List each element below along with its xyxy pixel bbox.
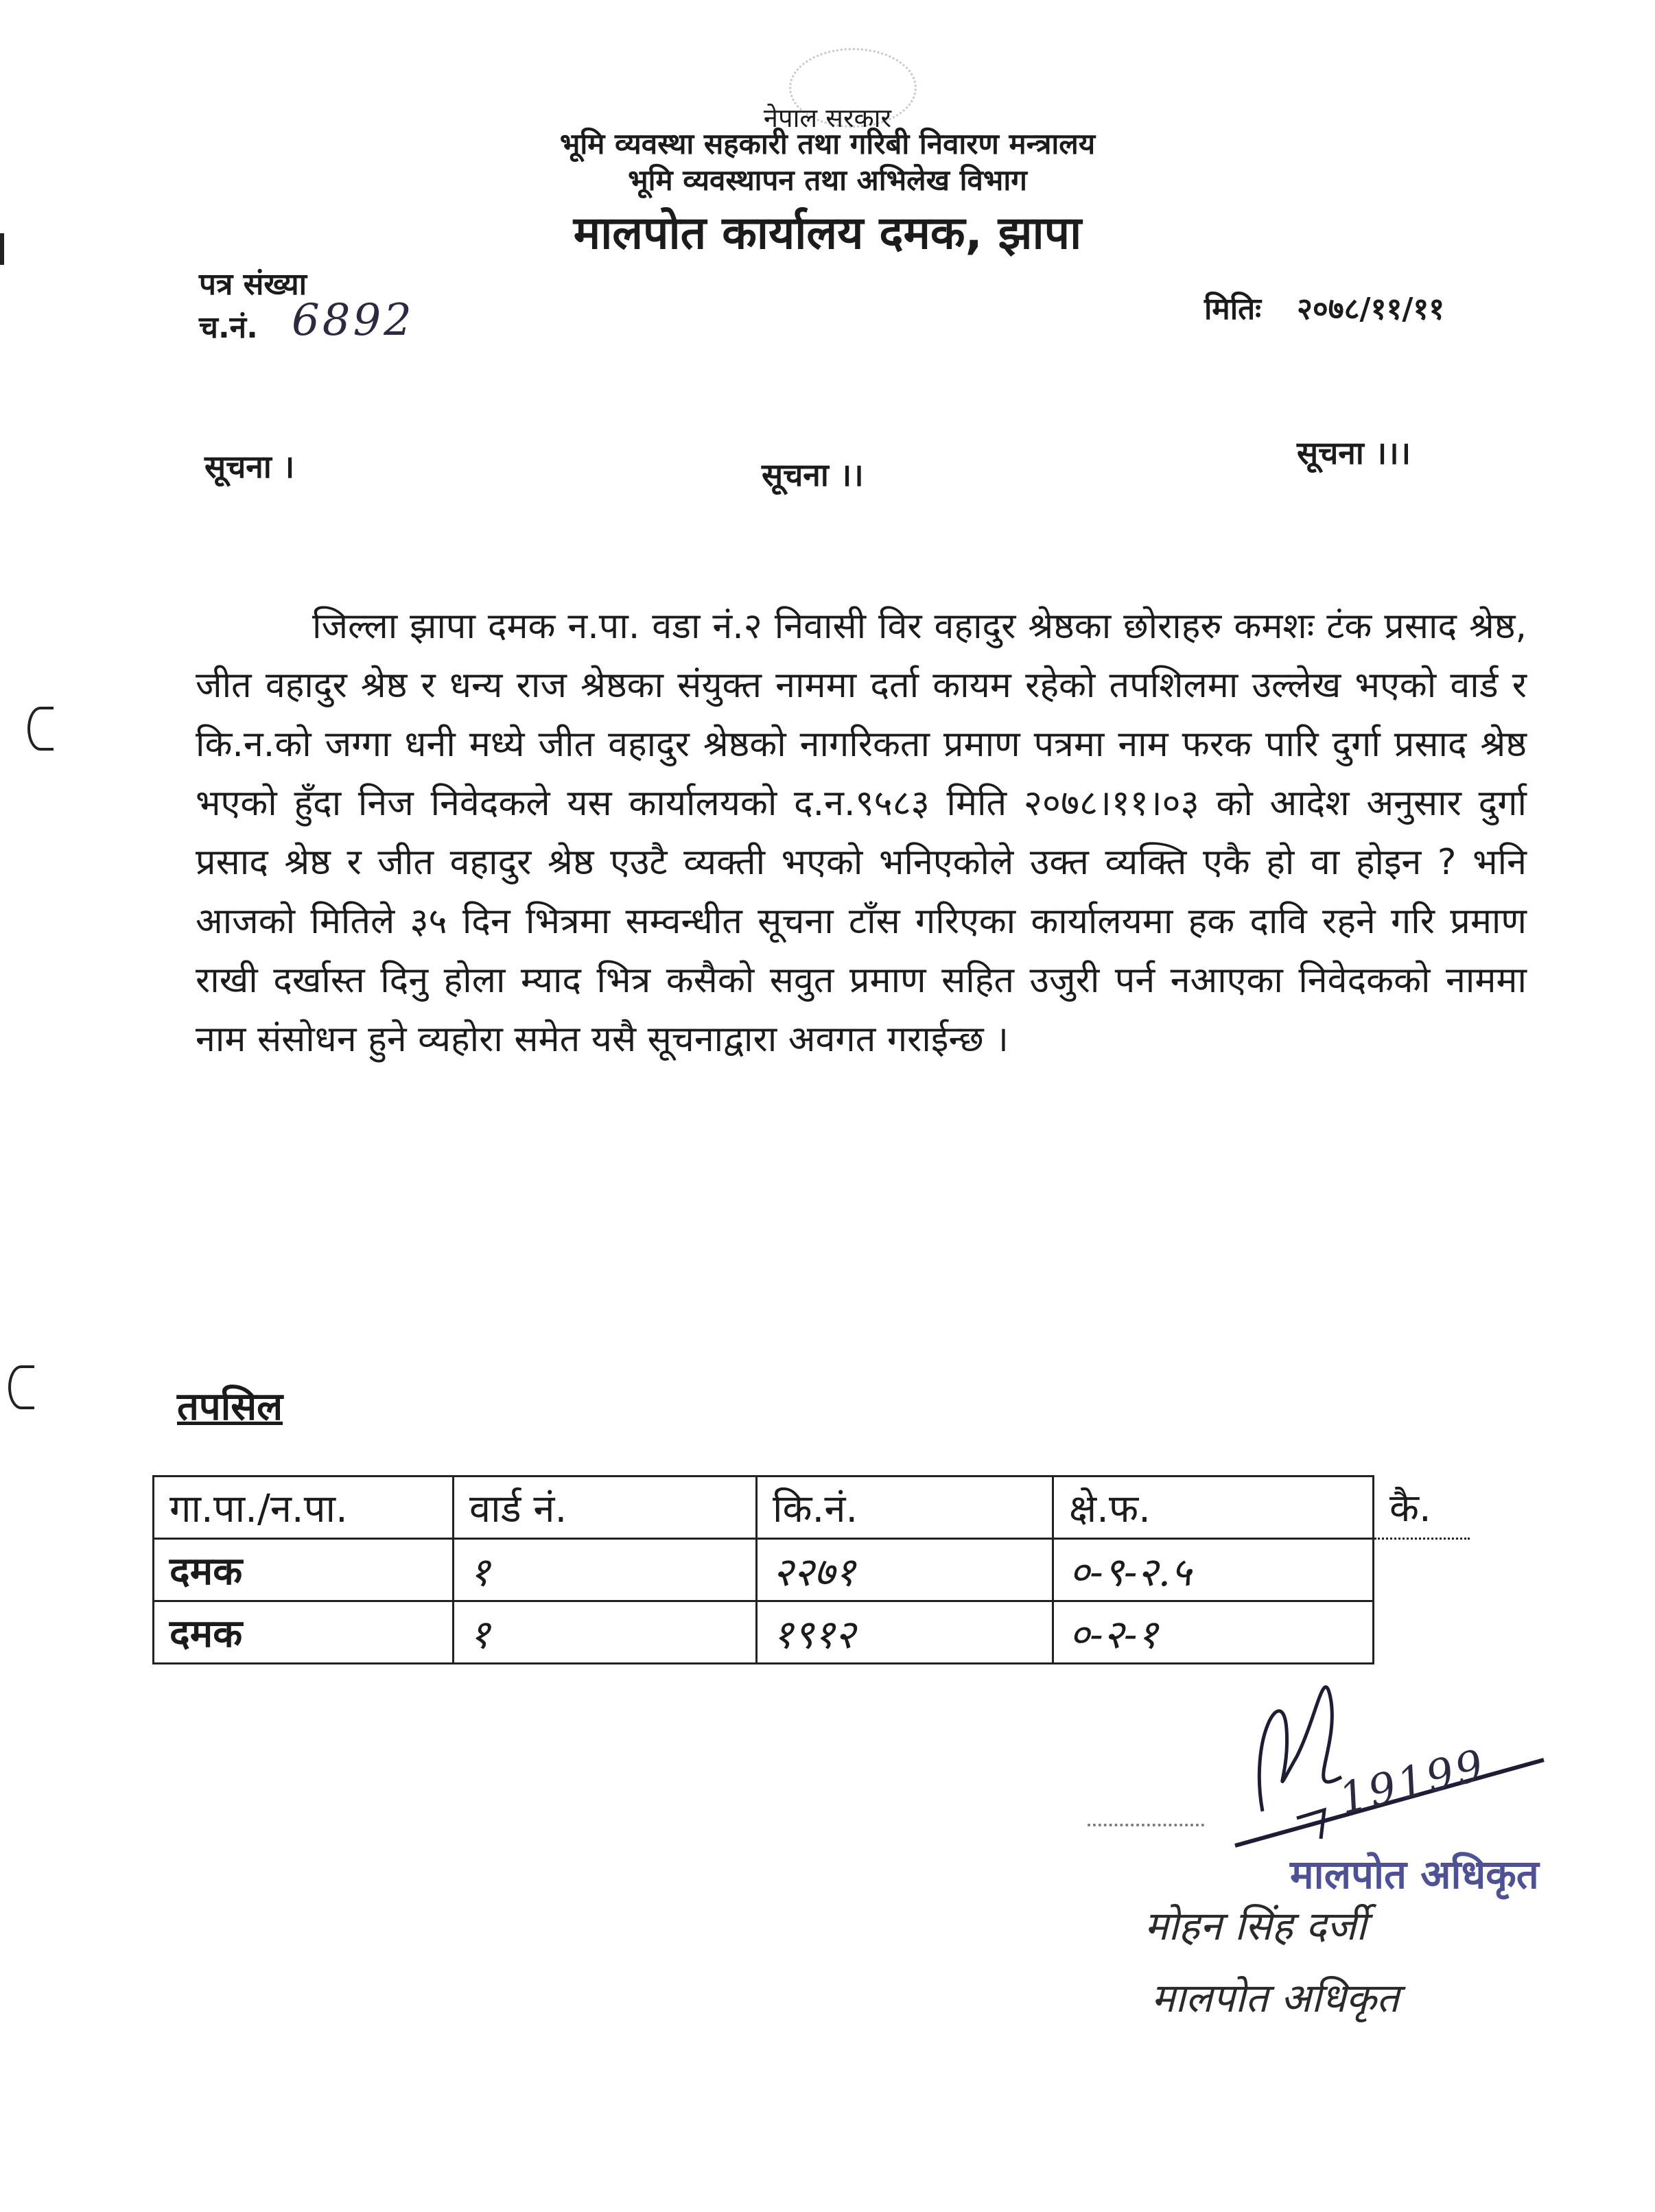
- col-kitta-header: कि.नं.: [757, 1476, 1053, 1539]
- cell-area: ०-२-१: [1053, 1601, 1374, 1664]
- suchana-heading-2: सूचना ।।: [762, 456, 864, 493]
- cell-kitta: १९१२: [757, 1601, 1053, 1664]
- cell-kitta: २२७१: [757, 1539, 1053, 1601]
- table-header-row: [154, 1476, 1470, 1539]
- officer-stamp: मालपोत अधिकृत: [1290, 1851, 1539, 1898]
- date-value: २०७८/११/११: [1297, 292, 1445, 327]
- land-table: [152, 1475, 1470, 1664]
- date-label: मितिः: [1204, 292, 1262, 327]
- header-government: नेपाल सरकार: [763, 103, 892, 133]
- cell-area: ०-९-२.५: [1053, 1539, 1374, 1601]
- col-ward-header: वार्ड नं.: [454, 1476, 757, 1539]
- suchana-heading-1: सूचना ।: [204, 448, 295, 485]
- signature-number: 19199: [1334, 1739, 1491, 1824]
- col-municipality-header: गा.पा./न.पा.: [154, 1476, 454, 1539]
- cell-ward: १: [454, 1601, 757, 1664]
- cell-municipality: दमक: [154, 1601, 454, 1664]
- col-remarks-header: कै.: [1374, 1476, 1470, 1539]
- table-row: [154, 1539, 1470, 1601]
- col-area-header: क्षे.फ.: [1053, 1476, 1374, 1539]
- header-department: भूमि व्यवस्थापन तथा अभिलेख विभाग: [628, 163, 1027, 197]
- notice-body: [196, 597, 1527, 1069]
- cell-ward: १: [454, 1539, 757, 1601]
- officer-name: मोहन सिंह दर्जी: [1145, 1903, 1367, 1949]
- signature-dotted-line: [1088, 1824, 1204, 1826]
- notice-body-text: जिल्ला झापा दमक न.पा. वडा नं.२ निवासी विर वहादुर श्रेष्ठका छोराहरु कमशः टंक प्रसाद श्रेष्ठ, जीत वहादुर श्रेष्ठ र धन्य राज श्रेष्ठका संयुक्त नाममा दर्ता कायम रहेको तपशिलमा उल्लेख भएको वार्ड र कि.न.को जग्गा धनी मध्ये जीत वहादुर श्रेष्ठको नागरिकता प्रमाण पत्रमा नाम फरक पारि दुर्गा प्रसाद श्रेष्ठ भएको हुँदा निज निवेदकले यस कार्यालयको द.न.९५८३ मिति २०७८।११।०३ को आदेश अनुसार दुर्गा प्रसाद श्रेष्ठ र जीत वहादुर श्रेष्ठ एउटै व्यक्ती भएको भनिएकोले उक्त व्यक्ति एकै हो वा होइन ? भनि आजको मितिले ३५ दिन भित्रमा सम्वन्धीत सूचना टाँस गरिएका कार्यालयमा हक दावि रहने गरि प्रमाण राखी दर्खास्त दिनु होला म्याद भित्र कसैको सवुत प्रमाण सहित उजुरी पर्न नआएका निवेदकको नाममा नाम संसोधन हुने व्यहोरा समेत यसै सूचनाद्वारा अवगत गराईन्छ ।: [196, 606, 1527, 1060]
- chalani-number: 6892: [292, 295, 414, 346]
- chalani-label: च.नं.: [199, 310, 258, 345]
- header-ministry: भूमि व्यवस्था सहकारी तथा गरिबी निवारण मन्त्रालय: [559, 127, 1096, 161]
- cell-municipality: दमक: [154, 1539, 454, 1601]
- officer-title: मालपोत अधिकृत: [1151, 1975, 1400, 2021]
- handwritten-signature: [1221, 1640, 1564, 1866]
- tapsil-title: तपसिल: [177, 1385, 283, 1429]
- patra-sankhya-label: पत्र संख्या: [199, 267, 307, 302]
- suchana-heading-3: सूचना ।।।: [1297, 434, 1411, 471]
- punch-hole-mark: [27, 707, 54, 751]
- cell-remarks: [1374, 1539, 1470, 1601]
- header-office: मालपोत कार्यालय दमक, झापा: [573, 207, 1082, 259]
- punch-hole-mark: [8, 1365, 34, 1409]
